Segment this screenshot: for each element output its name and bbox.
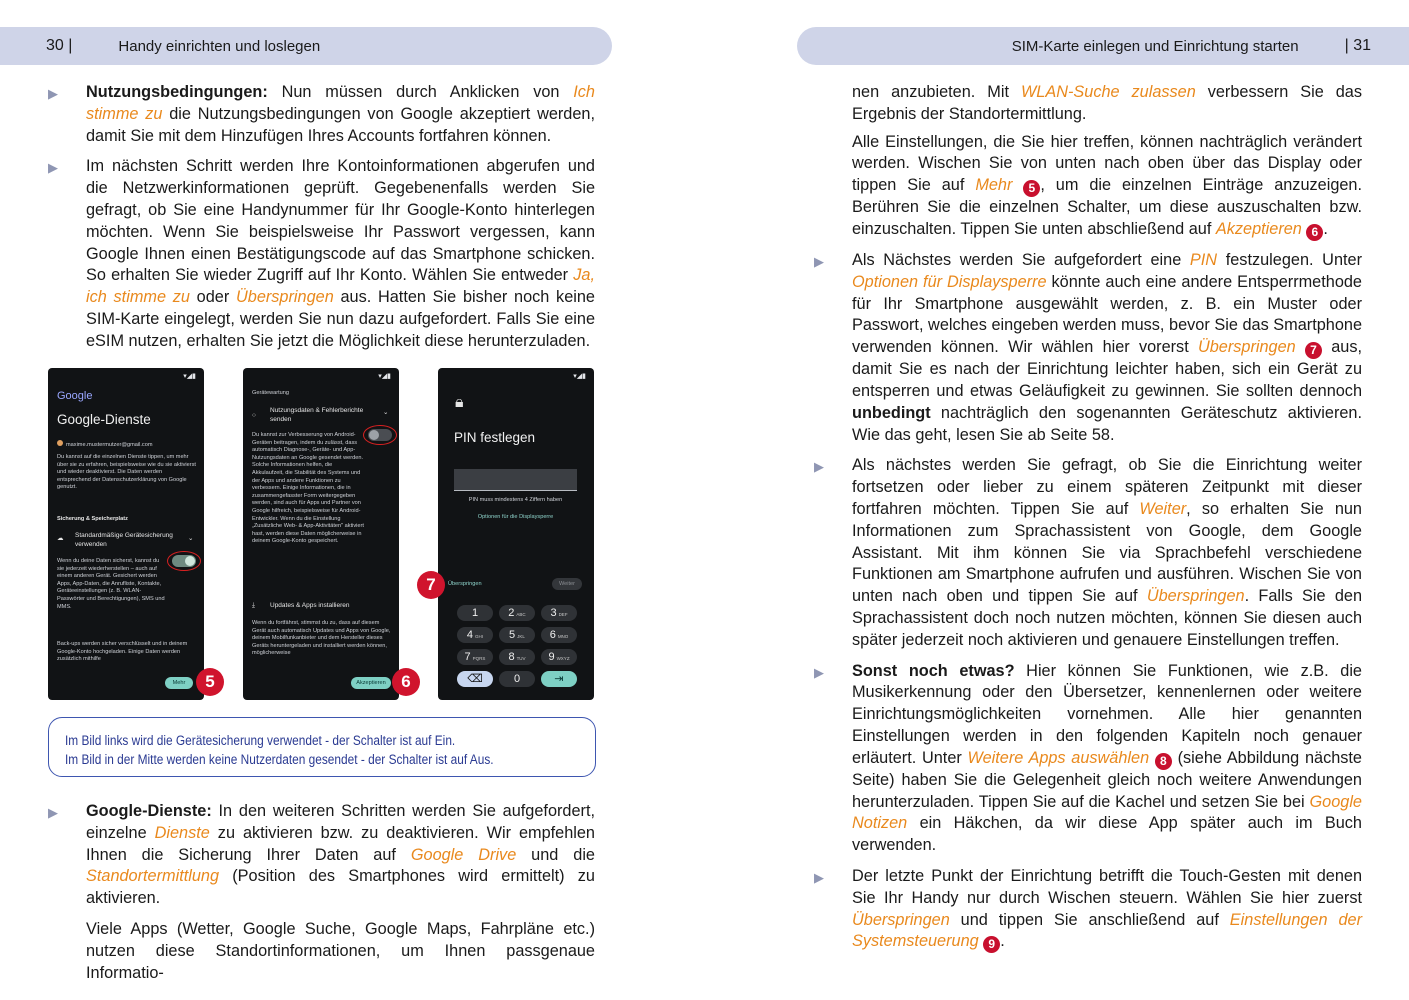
key-3[interactable]: 3 DEF: [541, 605, 577, 621]
key-6[interactable]: 6 MNO: [541, 627, 577, 643]
ui-term: Überspringen: [1146, 587, 1245, 606]
status-bar-icons: ▾◢▮: [378, 373, 391, 380]
ui-term: Mehr: [975, 176, 1013, 195]
backspace-icon: ⌫: [467, 673, 483, 685]
phone-screen-google-dienste: [48, 368, 204, 700]
lock-icon: 🔒︎: [455, 394, 464, 411]
paragraph-standortinformationen: Viele Apps (Wetter, Google Suche, Google Maps, Fahrpläne etc.) nutzen diese Standortinformationen, um Ihnen passgenaue Informatio-: [86, 919, 595, 982]
right-page-header: [797, 27, 1409, 65]
ui-term: Google Drive: [410, 845, 517, 864]
bullet-pin-festlegen: ▶ Als Nächstes werden Sie aufgefordert eine PIN festzulegen. Unter Optionen für Displaysperre könnte auch eine andere Entsperrmethode für Ihr Smartphone ausgewählt werden, z. B. ein Muster oder Passwort, welches eingeben werden muss, bevor Sie das Smartphone verwenden können. Wir wählen hier vorerst Überspringen 7 aus, damit Sie es nach der Einrichtung leichter haben, sich ein Gerät zu entsperren und etwas Geläufigkeit zu gewinnen. Sie sollten dennoch unbedingt nachträglich den sogenannten Geräteschutz aktivieren. Wie das geht, lesen Sie ab Seite 58.: [814, 250, 1362, 446]
usage-data-description: Du kannst zur Verbesserung von Android-Geräten beitragen, indem du zulässt, dass automatisch Diagnose-, Geräte- und App-Nutzungsdaten an Google gesendet werden. Solche Informationen helfen, die Akkulaufzeit, die Stabilität des Systems und der Apps und andere Funktionen zu verbessern. Einige Informationen, die in zusammengefasster Form weitergegeben werden, sind auch für Apps und Partner von Google hilfreich, beispielsweise für Android-Entwickler. Wenn du die Einstellung „Zusätzliche Web- & App-Aktivitäten" aktiviert hast, werden diese Daten möglicherweise in deinem Google-Konto gespeichert.: [252, 432, 364, 545]
backup-setting-label[interactable]: Standardmäßige Gerätesicherung verwenden: [75, 532, 173, 548]
phone-screen-geraetewartung: [243, 368, 399, 700]
step-badge: 8: [1155, 753, 1172, 770]
key-4[interactable]: 4 GHI: [457, 627, 493, 643]
figure-caption: [48, 717, 596, 777]
screen-title: PIN festlegen: [454, 430, 536, 445]
ui-term: Überspringen: [1197, 338, 1296, 357]
status-bar-icons: ▾◢▮: [573, 373, 586, 380]
bullet-sprachassistent: ▶ Als nächstes werden Sie gefragt, ob Sie die Einrichtung weiter fortsetzen oder lieber zu einem späteren Zeitpunkt mit dieser fortfahren möchten. Tippen Sie auf Weiter, so erhalten Sie nun Informationen zum Sprachassistent von Google, dem Google Assistant. Mit ihm können Sie via Sprachbefehl verschiedene Funktionen am Smartphone aufrufen und ausführen. Wischen Sie von unten nach oben und tippen Sie auf Überspringen. Falls Sie den Sprachassistent doch noch nutzen möchten, können Sie diesen auch später jederzeit noch aktivieren und genauere Einstellungen treffen.: [814, 455, 1362, 651]
ui-term: Überspringen: [236, 288, 334, 307]
page-number-right: | 31: [1344, 37, 1371, 54]
download-icon: ⤓: [252, 602, 255, 609]
callout-6: 6: [392, 668, 420, 696]
highlight-ring: [363, 425, 397, 445]
bullet-kontoinformationen: ▶ Im nächsten Schritt werden Ihre Kontoinformationen abgerufen und die Netzwerkinformationen geprüft. Gegebenenfalls werden Sie gefragt, ob Sie eine Handynummer für Ihr Google-Konto hinterlegen möchten. Wenn Sie beispielsweise Ihr Passwort vergessen, kann Google Ihnen einen Bestätigungscode auf das Smartphone schicken. So erhalten Sie wieder Zugriff auf Ihr Konto. Wählen Sie entweder Ja, ich stimme zu oder Überspringen aus. Hatten Sie bisher noch keine SIM-Karte eingelegt, werden Sie nun dazu aufgefordert. Falls Sie eine eSIM nutzen, erhalten Sie jetzt die Möglichkeit diese herunterzuladen.: [48, 156, 595, 352]
pin-input[interactable]: [454, 469, 577, 491]
akzeptieren-button[interactable]: Akzeptieren: [351, 677, 391, 689]
highlight-ring: [167, 551, 201, 571]
ui-term: Einstellungen der Systemsteuerung: [852, 910, 1362, 951]
step-badge: 7: [1305, 342, 1322, 359]
key-7[interactable]: 7 PQRS: [457, 649, 493, 665]
left-page-text: [48, 82, 595, 362]
arrow-right-icon: ⇥: [554, 673, 564, 685]
ui-term: Überspringen: [852, 910, 950, 929]
ui-term: Weitere Apps auswählen: [967, 748, 1150, 767]
chevron-down-icon[interactable]: ⌄: [383, 409, 389, 416]
services-info: Du kannst auf die einzelnen Dienste tippen, um mehr über sie zu erfahren, beispielsweise wie du sie aktivierst und wieder deaktivierst. Die Daten werden entsprechend der Datenschutzerklärung von Google genutzt.: [57, 454, 196, 491]
left-page-header: [0, 27, 612, 65]
step-badge: 9: [983, 936, 1000, 953]
paragraph-wlan-suche: nen anzubieten. Mit WLAN-Suche zulassen verbessern Sie das Ergebnis der Standortermittlung.: [852, 83, 1362, 123]
right-page-text: [814, 82, 1362, 962]
key-9[interactable]: 9 WXYZ: [541, 649, 577, 665]
callout-5: 5: [196, 668, 224, 696]
backup-encryption-text: Back-ups werden sicher verschlüsselt und in deinem Google-Konto hochgeladen. Einige Daten werden zusätzlich mithilfe: [57, 641, 188, 663]
ui-term: Standortermittlung: [86, 867, 220, 886]
screenshots-row: [48, 368, 598, 700]
section-heading: Gerätewartung: [252, 390, 290, 396]
bullet-nutzungsbedingungen: ▶ Nutzungsbedingungen: Nun müssen durch Anklicken von Ich stimme zu die Nutzungsbedingungen von Google akzeptiert werden, damit Sie mit dem Hinzufügen Ihres Accounts fortfahren können.: [48, 82, 595, 147]
right-header-title: SIM-Karte einlegen und Einrichtung starten: [1011, 37, 1299, 55]
cloud-icon: ☁: [57, 535, 64, 542]
ui-term: Ich stimme zu: [86, 83, 595, 123]
backup-description: Wenn du deine Daten sicherst, kannst du sie jederzeit wiederherstellen – auch auf einem anderen Gerät. Gesichert werden Apps, App-Daten, die Anrufliste, Kontakte, Geräteeinstellungen (z. B. WLAN-Passwörter und Berechtigungen), SMS und MMS.: [57, 558, 165, 610]
screen-title: Google-Dienste: [57, 412, 151, 427]
status-bar-icons: ▾◢▮: [183, 373, 196, 380]
skip-button[interactable]: Überspringen: [448, 581, 482, 587]
updates-description: Wenn du fortfährst, stimmst du zu, dass auf diesem Gerät auch automatisch Updates und Apps von Google, deinem Mobilfunkanbieter und dem Hersteller dieses Geräts heruntergeladen und installiert werden können, möglicherweise: [252, 620, 391, 657]
caption-line-2: Im Bild in der Mitte werden keine Nutzerdaten gesendet - der Schalter ist auf Aus.: [65, 752, 494, 767]
pin-hint: PIN muss mindestens 4 Ziffern haben: [468, 497, 563, 503]
ui-term: Akzeptieren: [1215, 219, 1302, 238]
ui-term: WLAN-Suche zulassen: [1020, 83, 1196, 101]
ui-term: PIN: [1189, 250, 1218, 269]
display-lock-options-link[interactable]: Optionen für die Displaysperre: [477, 514, 554, 520]
backspace-key[interactable]: [457, 671, 493, 687]
left-header-title: Handy einrichten und loslegen: [118, 37, 321, 55]
section-heading: Sicherung & Speicherplatz: [57, 516, 128, 522]
key-2[interactable]: 2 ABC: [499, 605, 535, 621]
enter-key[interactable]: [541, 671, 577, 687]
ui-term: Weiter: [1139, 499, 1187, 518]
bullet-touch-gesten: ▶ Der letzte Punkt der Einrichtung betrifft die Touch-Gesten mit denen Sie Ihr Handy nur durch Wischen steuern. Wählen Sie hier zuerst Überspringen und tippen Sie anschließend auf Einstellungen der Systemsteuerung 9 .: [814, 866, 1362, 953]
left-page-text-lower: [48, 801, 595, 990]
callout-7: 7: [417, 571, 445, 599]
ui-term: Google Notizen: [852, 792, 1362, 833]
google-logo: Google: [57, 390, 93, 402]
step-badge: 6: [1306, 224, 1323, 241]
settings-icon: ○: [252, 412, 256, 419]
mehr-button[interactable]: Mehr: [165, 677, 193, 689]
key-5[interactable]: 5 JKL: [499, 627, 535, 643]
caption-line-1: Im Bild links wird die Gerätesicherung verwendet - der Schalter ist auf Ein.: [65, 733, 456, 748]
account-email: maxime.mustermutzer@gmail.com: [57, 440, 197, 450]
paragraph-einstellungen: Alle Einstellungen, die Sie hier treffen, können nachträglich verändert werden. Wischen Sie von unten nach oben über das Display oder tippen Sie auf Mehr 5 , um die einzelnen Einträge anzuzeigen. Berühren Sie die einzelnen Schalter, um diese auszuschalten bzw. einzuschalten. Tippen Sie unten abschließend auf Akzeptieren 6 .: [852, 132, 1363, 239]
key-8[interactable]: 8 TUV: [499, 649, 535, 665]
chevron-down-icon[interactable]: ⌄: [188, 535, 194, 542]
ui-term: Dienste: [154, 823, 210, 842]
key-0[interactable]: 0: [499, 671, 535, 687]
avatar-icon: [57, 440, 63, 446]
bullet-sonst-noch-etwas: ▶ Sonst noch etwas? Hier können Sie Funktionen, wie z.B. die Musikerkennung oder den Übersetzer, kennenlernen oder weitere Einrichtungsmöglichkeiten vornehmen. Alle hier genannten Einstellungen werden in den folgenden Kapiteln noch genauer erläutert. Unter Weitere Apps auswählen 8 (siehe Abbildung nächste Seite) haben Sie die Gelegenheit gleich noch weitere Anwendungen herunterzuladen. Tippen Sie auf die Kachel und setzen Sie bei Google Notizen ein Häkchen, da wir diese App später auch im Buch verwenden.: [814, 661, 1362, 857]
phone-screen-pin-festlegen: [438, 368, 594, 700]
bullet-google-dienste: ▶ Google-Dienste: In den weiteren Schritten werden Sie aufgefordert, einzelne Dienste zu aktivieren bzw. zu deaktivieren. Wir empfehlen Ihnen die Sicherung Ihrer Daten auf Google Drive und die Standortermittlung (Position des Smartphones wird ermittelt) zu aktivieren.: [48, 801, 595, 910]
ui-term: Ja, ich stimme zu: [86, 266, 595, 307]
updates-setting-label[interactable]: Updates & Apps installieren: [270, 602, 350, 609]
key-1[interactable]: 1: [457, 605, 493, 621]
page-number-left: 30 |: [46, 37, 73, 54]
weiter-button[interactable]: Weiter: [552, 578, 582, 590]
ui-term: Optionen für Displaysperre: [852, 272, 1047, 291]
step-badge: 5: [1023, 180, 1040, 197]
usage-data-setting-label[interactable]: Nutzungsdaten & Fehlerberichte senden: [270, 407, 364, 423]
